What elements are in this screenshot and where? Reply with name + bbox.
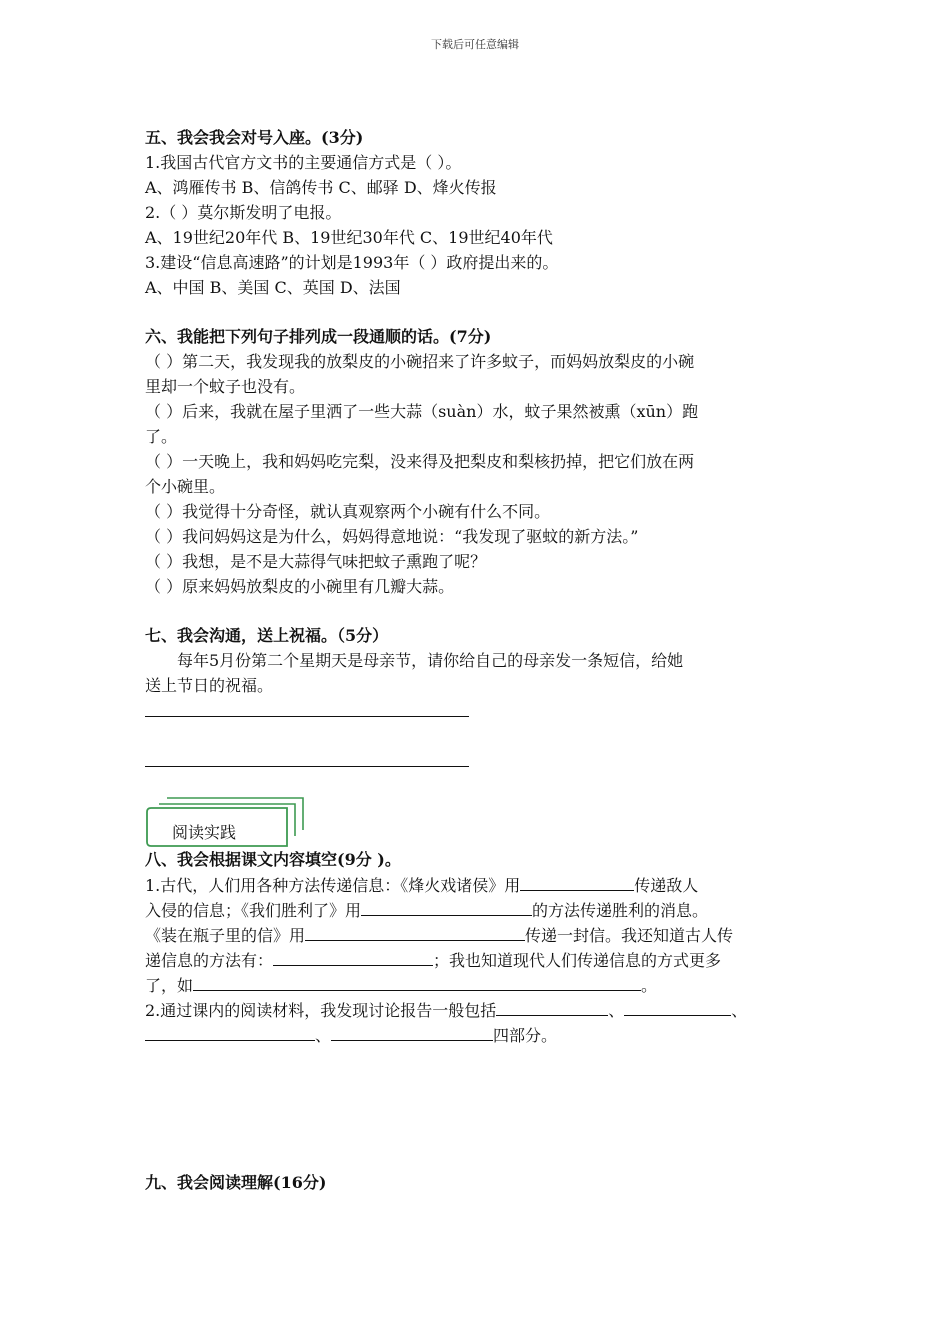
section-5-title: 五、我会我会对号入座。(3分) (145, 128, 364, 147)
sec8-text: 入侵的信息；《我们胜利了》用 (145, 901, 362, 920)
sec5-line: A、19世纪20年代 B、19世纪30年代 C、19世纪40年代 (145, 228, 553, 247)
sec6-line: （ ）后来，我就在屋子里洒了一些大蒜（suàn）水，蚊子果然被熏（xūn）跑 (145, 402, 699, 421)
sec8-text: 。 (641, 976, 658, 995)
sec6-line: 个小碗里。 (145, 477, 226, 496)
answer-line[interactable] (145, 716, 469, 717)
sec8-line (145, 1023, 557, 1048)
sec8-text: 递信息的方法有： (145, 951, 274, 970)
sec6-line: （ ）我觉得十分奇怪，就认真观察两个小碗有什么不同。 (145, 502, 551, 521)
fill-blank[interactable] (193, 973, 641, 991)
sec5-line: A、中国 B、美国 C、英国 D、法国 (145, 278, 401, 297)
reading-practice-badge (145, 796, 305, 848)
sec8-text: 四部分。 (493, 1026, 558, 1045)
sec8-text: 、 (608, 1001, 625, 1020)
page-header: 下载后可任意编辑 (431, 38, 519, 51)
sec5-line: A、鸿雁传书 B、信鸽传书 C、邮驿 D、烽火传报 (145, 178, 497, 197)
sec8-line (145, 973, 657, 998)
badge-label: 阅读实践 (172, 823, 237, 842)
sec8-text: 传递敌人 (634, 876, 699, 895)
section-6-title: 六、我能把下列句子排列成一段通顺的话。(7分) (145, 327, 492, 346)
sec8-line (145, 873, 698, 898)
sec6-line: （ ）我想，是不是大蒜得气味把蚊子熏跑了呢？ (145, 552, 487, 571)
sec6-line: （ ）第二天，我发现我的放梨皮的小碗招来了许多蚊子，而妈妈放梨皮的小碗 (145, 352, 695, 371)
fill-blank[interactable] (624, 998, 731, 1016)
sec6-line: 了。 (145, 427, 178, 446)
sec7-prompt-line: 送上节日的祝福。 (145, 676, 274, 695)
sec8-line (145, 948, 721, 973)
sec8-text: 传递一封信。我还知道古人传 (525, 926, 734, 945)
fill-blank[interactable] (305, 923, 525, 941)
section-9-title: 九、我会阅读理解(16分) (145, 1173, 327, 1192)
sec5-line: 3.建设“信息高速路”的计划是1993年（ ）政府提出来的。 (145, 253, 559, 272)
sec8-text: 的方法传递胜利的消息。 (532, 901, 709, 920)
sec8-text: 、 (315, 1026, 332, 1045)
sec8-text: 2.通过课内的阅读材料，我发现讨论报告一般包括 (145, 1001, 497, 1020)
fill-blank[interactable] (331, 1023, 493, 1041)
sec8-text: 、 (731, 1001, 748, 1020)
sec6-line: （ ）一天晚上，我和妈妈吃完梨，没来得及把梨皮和梨核扔掉，把它们放在两 (145, 452, 695, 471)
sec7-prompt-line: 每年5月份第二个星期天是母亲节，请你给自己的母亲发一条短信，给她 (177, 651, 684, 670)
sec8-line (145, 998, 747, 1023)
sec8-text: 了，如 (145, 976, 194, 995)
answer-line[interactable] (145, 766, 469, 767)
fill-blank[interactable] (145, 1023, 315, 1041)
section-8-title: 八、我会根据课文内容填空(9分 )。 (145, 850, 401, 869)
sec5-line: 1.我国古代官方文书的主要通信方式是（ ）。 (145, 153, 462, 172)
fill-blank[interactable] (496, 998, 608, 1016)
sec6-line: （ ）我问妈妈这是为什么，妈妈得意地说：“我发现了驱蚊的新方法。” (145, 527, 639, 546)
fill-blank[interactable] (273, 948, 433, 966)
sec8-line (145, 898, 708, 923)
sec8-line (145, 923, 733, 948)
fill-blank[interactable] (361, 898, 532, 916)
sec8-text: 《装在瓶子里的信》用 (145, 926, 306, 945)
sec6-line: 里却一个蚊子也没有。 (145, 377, 306, 396)
sec8-text: ；我也知道现代人们传递信息的方式更多 (433, 951, 722, 970)
section-7-title: 七、我会沟通，送上祝福。（5分） (145, 626, 389, 645)
sec8-text: 1.古代，人们用各种方法传递信息：《烽火戏诸侯》用 (145, 876, 521, 895)
sec5-line: 2.（ ）莫尔斯发明了电报。 (145, 203, 342, 222)
sec6-line: （ ）原来妈妈放梨皮的小碗里有几瓣大蒜。 (145, 577, 455, 596)
fill-blank[interactable] (520, 873, 634, 891)
